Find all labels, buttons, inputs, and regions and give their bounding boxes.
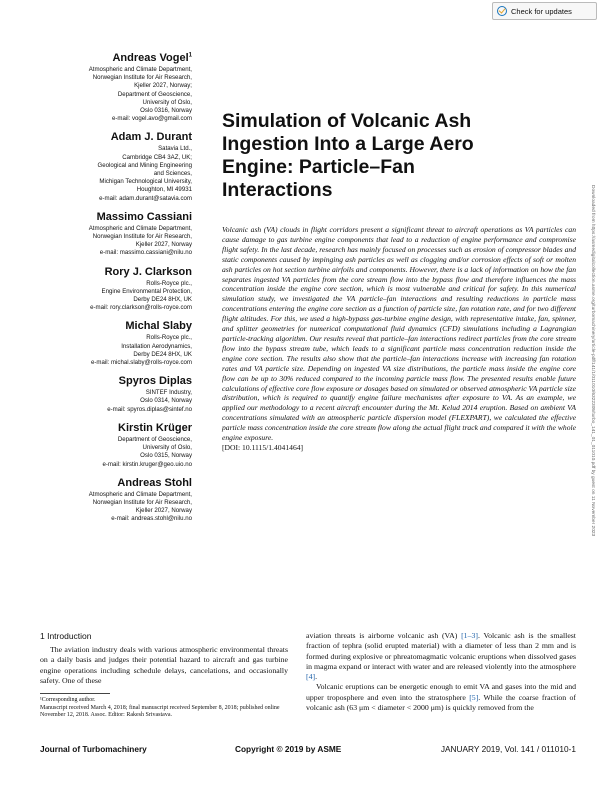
copyright-notice: Copyright © 2019 by ASME — [235, 744, 342, 754]
author-affiliation-line: Kjeller 2027, Norway; — [134, 82, 192, 90]
author-block — [40, 320, 192, 367]
author-footnote-marker[interactable]: 1 — [188, 52, 192, 59]
corresponding-footnote: ¹Corresponding author. — [40, 697, 96, 704]
text-run: . While the coarse fraction of volcanic ash (63 μm < diameter < 2000 μm) is quickly removed from the — [306, 692, 576, 713]
author-affiliation-line: SINTEF Industry, — [145, 389, 192, 397]
author-name-text: Kirstin Krüger — [118, 421, 192, 434]
citation-link[interactable]: [1–3] — [461, 631, 478, 640]
author-affiliation-line: Atmospheric and Climate Department, — [88, 224, 192, 232]
author-affiliation-line: Rolls-Royce plc., — [146, 334, 192, 342]
intro-paragraph-2 — [306, 682, 576, 713]
author-affiliation-line: Norwegian Institute for Air Research, — [92, 74, 192, 82]
author-affiliation-line: Engine Environmental Protection, — [101, 287, 192, 295]
author-name — [40, 52, 192, 64]
author-email[interactable]: e-mail: andreas.stohl@nilu.no — [111, 515, 192, 523]
author-email[interactable]: e-mail: rory.clarkson@rolls-royce.com — [90, 304, 192, 312]
author-name — [40, 131, 192, 143]
author-email[interactable]: e-mail: michal.slaby@rolls-royce.com — [91, 359, 192, 367]
intro-paragraph-cont — [306, 631, 576, 682]
author-block — [40, 375, 192, 414]
author-affiliation-line: Oslo 0316, Norway — [140, 107, 192, 115]
download-notice: Downloaded from https://asmedigitalcollection.asme.org/turbomachinery/article-pdf/141/1/011010/6322305/turbo_141_01_011010.pdf by guest on 11 November 2023 — [590, 185, 595, 537]
author-affiliation-line: Oslo 0314, Norway — [140, 397, 192, 405]
author-block — [40, 422, 192, 469]
author-affiliation-line: Michigan Technological University, — [99, 178, 192, 186]
author-affiliation-line: University of Oslo, — [142, 444, 192, 452]
author-name — [40, 375, 192, 387]
author-affiliation-line: Rolls-Royce plc., — [146, 279, 192, 287]
author-email[interactable]: e-mail: spyros.diplas@sintef.no — [107, 405, 192, 413]
author-name-text: Massimo Cassiani — [96, 210, 192, 223]
author-email[interactable]: e-mail: massimo.cassiani@nilu.no — [99, 249, 192, 257]
author-name-text: Adam J. Durant — [110, 131, 192, 144]
footnote-rule — [40, 693, 110, 694]
download-sidebar — [588, 185, 596, 605]
author-affiliation-line: Derby DE24 8HX, UK — [133, 296, 192, 304]
author-name — [40, 211, 192, 223]
author-email[interactable]: e-mail: adam.durant@satavia.com — [99, 194, 192, 202]
author-block — [40, 131, 192, 202]
author-block — [40, 211, 192, 258]
author-affiliation-line: Norwegian Institute for Air Research, — [92, 498, 192, 506]
abstract-text: Volcanic ash (VA) clouds in flight corridors present a significant threat to aircraft operations as VA particles can cause damage to gas turbine engine components that lead to a reduction of engine performance and compromise flight safety. In the last decade, research has mainly focused on processes such as erosion of compressor blades and static components caused by impinging ash particles as well as clogging and/or corrosion effects of soft or molten ash particles on hot section turbine airfoils and components. However, there is a lack of information on how the fan separates ingested VA particles from the core stream flow into the bypass flow and therefore influences the mass concentration inside the engine core section, which is most vulnerable and critical for safety. In this numerical simulation study, we investigated the VA particle–fan interactions and resulting reductions in particle mass concentrations entering the engine core section as a function of particle size, fan rotation rate, and for two different flight altitudes. For this, we used a high-bypass gas-turbine engine design, with representative intake, fan, spinner, and splitter geometries for numerical computational fluid dynamics (CFD) simulations including a Lagrangian particle-tracking algorithm. Our results reveal that particle–fan interactions redirect particles from the core stream flow into the bypass stream tube, which leads to a significant particle mass concentration reduction inside the engine core section. The results also show that the particle–fan interactions increase with increasing fan rotation rates and VA particle size. Depending on ingested VA size distributions, the particle mass inside the engine core flow can be up to 30% reduced compared to the incoming particle mass flow. The presented results enable future calculations of effective core flow exposure or dosages based on simulated or observed atmospheric VA particle size distribution, which is required to quantify engine failure mechanisms after exposure to VA. As an example, we applied our methodology to a recent aircraft encounter during the Mt. Kelud 2014 eruption. Based on ambient VA concentrations simulated with an atmospheric particle dispersion model (FLEXPART), we calculated the effective particle mass concentration inside the core stream flow along the actual flight track and compared it with the whole engine exposure. — [222, 225, 576, 443]
author-email[interactable]: e-mail: kirstin.kruger@geo.uio.no — [102, 460, 192, 468]
author-affiliation-line: Atmospheric and Climate Department, — [88, 66, 192, 73]
author-affiliation-line: Satavia Ltd., — [158, 145, 192, 153]
author-name — [40, 266, 192, 278]
author-affiliation-line: Kjeller 2027, Norway — [135, 241, 192, 249]
journal-name: Journal of Turbomachinery — [40, 744, 147, 754]
check-for-updates-badge[interactable] — [492, 2, 597, 20]
author-name — [40, 477, 192, 489]
citation-link[interactable]: [5] — [469, 692, 479, 702]
author-block — [40, 477, 192, 524]
author-affiliation-line: Installation Aerodynamics, — [121, 342, 192, 350]
abstract — [222, 225, 576, 453]
author-name-text: Andreas Vogel — [112, 52, 189, 64]
author-affiliation-line: Norwegian Institute for Air Research, — [92, 233, 192, 241]
author-affiliation-line: and Sciences, — [153, 170, 192, 178]
author-name-text: Michal Slaby — [125, 320, 192, 333]
text-run: aviation threats is airborne volcanic ash (VA) — [306, 631, 462, 640]
text-run: . — [315, 672, 318, 682]
page-footer — [40, 744, 576, 756]
author-email[interactable]: e-mail: vogel.avo@gmail.com — [111, 115, 192, 123]
author-name-text: Andreas Stohl — [117, 476, 192, 489]
manuscript-footnote: Manuscript received March 4, 2018; final manuscript received September 8, 2018; published online November 12, 2018. Assoc. Editor: Rakesh Srivastava. — [40, 704, 280, 719]
author-affiliation-line: Department of Geoscience, — [117, 90, 192, 98]
author-name-text: Rory J. Clarkson — [104, 265, 192, 278]
author-block — [40, 266, 192, 313]
check-updates-icon — [497, 6, 507, 16]
left-column — [40, 631, 288, 720]
author-affiliation-line: Atmospheric and Climate Department, — [88, 490, 192, 498]
check-for-updates-label: Check for updates — [511, 6, 572, 16]
author-affiliation-line: Geological and Mining Engineering — [97, 161, 192, 169]
author-affiliation-line: Derby DE24 8HX, UK — [133, 350, 192, 358]
doi-link[interactable]: [DOI: 10.1115/1.4041464] — [222, 442, 304, 452]
section-heading: 1 Introduction — [40, 631, 92, 641]
author-affiliation-line: Oslo 0315, Norway — [140, 452, 192, 460]
text-run: . Volcanic ash is the smallest fraction of tephra (solid erupted material) with a diameter of less than 2 mm and is formed during explosive or phreatomagmatic volcanic eruptions when dissolved gases in magma expand or interact with water and are released violently into the atmosphere — [306, 631, 576, 671]
author-block — [40, 52, 192, 123]
author-name-text: Spyros Diplas — [118, 375, 192, 388]
paper-title: Simulation of Volcanic Ash Ingestion Into a Large Aero Engine: Particle–Fan Interactions — [222, 110, 474, 201]
author-affiliation-line: Department of Geoscience, — [117, 435, 192, 443]
author-name — [40, 422, 192, 434]
right-column — [306, 631, 576, 713]
author-affiliation-line: Kjeller 2027, Norway — [135, 507, 192, 515]
author-list — [40, 52, 192, 532]
author-affiliation-line: University of Oslo, — [142, 98, 192, 106]
author-name — [40, 320, 192, 332]
text-run: Volcanic eruptions can be energetic enough to emit VA and gases into the mid and upper troposphere and even into the stratosphere — [306, 682, 576, 702]
author-affiliation-line: Cambridge CB4 3AZ, UK; — [122, 153, 192, 161]
issue-info: JANUARY 2019, Vol. 141 / 011010-1 — [440, 744, 576, 754]
author-affiliation-line: Houghton, MI 49931 — [136, 186, 192, 194]
citation-link[interactable]: [4] — [306, 672, 316, 682]
intro-paragraph: The aviation industry deals with various atmospheric environmental threats on a daily basis and judges their potential hazard to aircraft and gas turbine engine operations including schedule delays, cancelations, and occasionally safety. One of these — [40, 645, 288, 685]
